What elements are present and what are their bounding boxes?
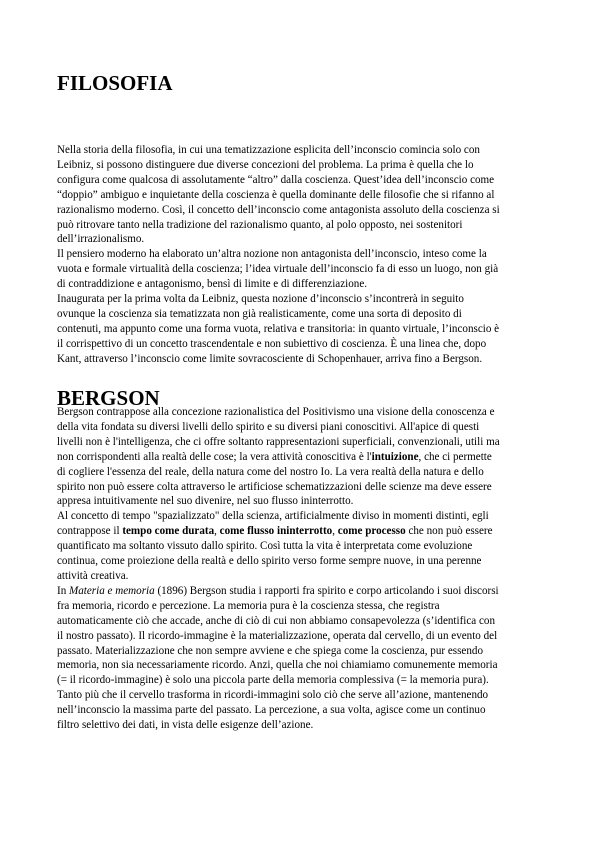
text-line bbox=[57, 703, 543, 718]
text-line bbox=[57, 509, 543, 524]
text-line bbox=[57, 247, 543, 262]
text-run: appresa intuitivamente nel suo divenire, nel suo flusso ininterrotto. bbox=[57, 495, 354, 508]
text-line bbox=[57, 554, 543, 569]
text-run: , bbox=[332, 525, 338, 538]
paragraph bbox=[57, 292, 543, 367]
text-line bbox=[57, 599, 543, 614]
italic-title: Materia e memoria bbox=[69, 584, 155, 597]
text-line bbox=[57, 465, 543, 480]
text-run: “doppio” ambiguo e inquietante della coscienza è quella dominante delle filosofie che si rifanno al bbox=[57, 188, 495, 201]
text-line bbox=[57, 658, 543, 673]
text-line bbox=[57, 307, 543, 322]
text-line bbox=[57, 262, 543, 277]
text-line bbox=[57, 188, 543, 203]
text-run: Il pensiero moderno ha elaborato un’altra nozione non antagonista dell’inconscio, inteso come la bbox=[57, 248, 487, 261]
text-line bbox=[57, 494, 543, 509]
text-line bbox=[57, 292, 543, 307]
bold-term: intuizione bbox=[371, 450, 419, 463]
text-run: di contraddizione e antagonismo, bensì di limite e di differenziazione. bbox=[57, 278, 368, 291]
text-run: Kant, attraverso l’inconscio come limite sovracosciente di Schopenhauer, arriva fino a Bergson. bbox=[57, 352, 483, 365]
text-run: Al concetto di tempo "spazializzato" della scienza, artificialmente diviso in momenti distinti, egli bbox=[57, 510, 489, 523]
text-run: contenuti, ma appunto come una forma vuota, relativa e transitoria: in quanto virtuale, l’inconscio è bbox=[57, 322, 500, 335]
text-run: di cogliere l'essenza del reale, della natura come del nostro Io. La vera realtà della natura e dello bbox=[57, 465, 484, 478]
text-run: razionalismo moderno. Così, il concetto dell’inconscio come antagonista assoluto della coscienza si bbox=[57, 203, 500, 216]
text-line bbox=[57, 337, 543, 352]
text-line bbox=[57, 614, 543, 629]
text-line bbox=[57, 203, 543, 218]
text-run: ovunque la coscienza sia tematizzata non già realisticamente, come una sorta di deposito di bbox=[57, 307, 462, 320]
paragraph bbox=[57, 143, 543, 247]
section-heading-bergson: BERGSON bbox=[57, 386, 160, 410]
bold-term: come flusso ininterrotto bbox=[219, 525, 333, 538]
text-line bbox=[57, 673, 543, 688]
text-run: (= il ricordo-immagine) è solo una piccola parte della memoria complessiva (= la memoria pura). bbox=[57, 674, 489, 687]
text-run: il corrispettivo di un concetto trascendentale e non subiettivo di coscienza. È una linea che, dopo bbox=[57, 337, 487, 350]
text-line bbox=[57, 480, 543, 495]
section-body-bergson bbox=[57, 405, 543, 733]
text-line bbox=[57, 173, 543, 188]
text-run: non corrispondenti alla realtà delle cose; la vera attività conoscitiva è l' bbox=[57, 450, 372, 463]
text-line bbox=[57, 629, 543, 644]
paragraph bbox=[57, 509, 543, 584]
bold-term: tempo come durata bbox=[122, 525, 215, 538]
text-line bbox=[57, 158, 543, 173]
text-line bbox=[57, 143, 543, 158]
text-line bbox=[57, 524, 543, 539]
text-run: il nostro passato). Il ricordo-immagine è la materializzazione, operata dal cervello, di un evento del bbox=[57, 629, 498, 642]
text-line bbox=[57, 584, 543, 599]
text-line bbox=[57, 539, 543, 554]
text-line bbox=[57, 218, 543, 233]
text-run: fra memoria, ricordo e percezione. La memoria pura è la coscienza stessa, che registra bbox=[57, 599, 440, 612]
text-line bbox=[57, 688, 543, 703]
text-line bbox=[57, 352, 543, 367]
text-line bbox=[57, 322, 543, 337]
text-line bbox=[57, 435, 543, 450]
text-run: automaticamente ciò che accade, anche di ciò di cui non abbiamo consapevolezza (s’identifica con bbox=[57, 614, 495, 627]
paragraph bbox=[57, 247, 543, 292]
text-run: filtro selettivo dei dati, in vista delle esigenze dell’azione. bbox=[57, 719, 314, 732]
text-line bbox=[57, 420, 543, 435]
bold-term: come processo bbox=[337, 525, 406, 538]
text-run: quantificato ma soltanto vissuto dallo spirito. Così tutta la vita è interpretata come evoluzione bbox=[57, 540, 473, 553]
section-body-filosofia bbox=[57, 143, 543, 367]
text-run: vuota e formale virtualità della coscienza; l’idea virtuale dell’inconscio fa di esso un luogo, non già bbox=[57, 263, 499, 276]
text-line bbox=[57, 569, 543, 584]
text-run: contrappose il bbox=[57, 525, 123, 538]
text-line bbox=[57, 644, 543, 659]
text-run: passato. Materializzazione che non sempre avviene e che spiega come la coscienza, pur essendo bbox=[57, 644, 483, 657]
text-run: Nella storia della filosofia, in cui una tematizzazione esplicita dell’inconscio comincia solo con bbox=[57, 144, 480, 156]
paragraph bbox=[57, 405, 543, 509]
text-run: della vita fondata su diversi livelli dello spirito e su diversi piani conoscitivi. All'apice di questi bbox=[57, 420, 480, 433]
text-run: attività creativa. bbox=[57, 569, 129, 582]
paragraph bbox=[57, 584, 543, 733]
text-run: (1896) Bergson studia i rapporti fra spirito e corpo articolando i suoi discorsi bbox=[154, 584, 499, 597]
text-run: configura come qualcosa di assolutamente “altro” dalla coscienza. Quest’idea dell’inconscio come bbox=[57, 173, 495, 186]
text-run: , bbox=[214, 525, 220, 538]
text-run: dell’irrazionalismo. bbox=[57, 233, 145, 246]
text-run: Leibniz, si possono distinguere due diverse concezioni del problema. La prima è quella che lo bbox=[57, 158, 474, 171]
text-run: spirito non può essere colta attraverso le artificiose schematizzazioni delle scienze ma deve essere bbox=[57, 480, 492, 493]
text-run: continua, come proiezione della realtà e dello spirito verso forme sempre nuove, in una perenne bbox=[57, 555, 482, 568]
text-run: può ritrovare tanto nella tradizione del razionalismo quanto, al polo opposto, nei sostenitori bbox=[57, 218, 463, 231]
text-line bbox=[57, 718, 543, 733]
text-line bbox=[57, 277, 543, 292]
text-run: , che ci permette bbox=[418, 450, 492, 463]
text-run: memoria, non sia necessariamente ricordo. Anzi, quella che noi chiamiamo comunemente memoria bbox=[57, 659, 498, 672]
text-run: In bbox=[57, 584, 70, 597]
text-run: Inaugurata per la prima volta da Leibniz, questa nozione d’inconscio s’incontrerà in seguito bbox=[57, 293, 464, 306]
text-run: Tanto più che il cervello trasforma in ricordi-immagini solo ciò che serve all’azione, mantenendo bbox=[57, 689, 489, 702]
text-run: nell’inconscio la massima parte del passato. La percezione, a sua volta, agisce come un continuo bbox=[57, 704, 486, 717]
text-run: livelli non è l'intelligenza, che ci offre soltanto rappresentazioni superficiali, convenzionali, utili ma bbox=[57, 435, 500, 448]
text-run: Bergson contrappose alla concezione razionalistica del Positivismo una visione della conoscenza e bbox=[57, 406, 495, 418]
text-line bbox=[57, 405, 543, 420]
text-run: che non può essere bbox=[405, 525, 493, 538]
text-line bbox=[57, 450, 543, 465]
text-line bbox=[57, 232, 543, 247]
section-heading-filosofia: FILOSOFIA bbox=[57, 71, 173, 95]
